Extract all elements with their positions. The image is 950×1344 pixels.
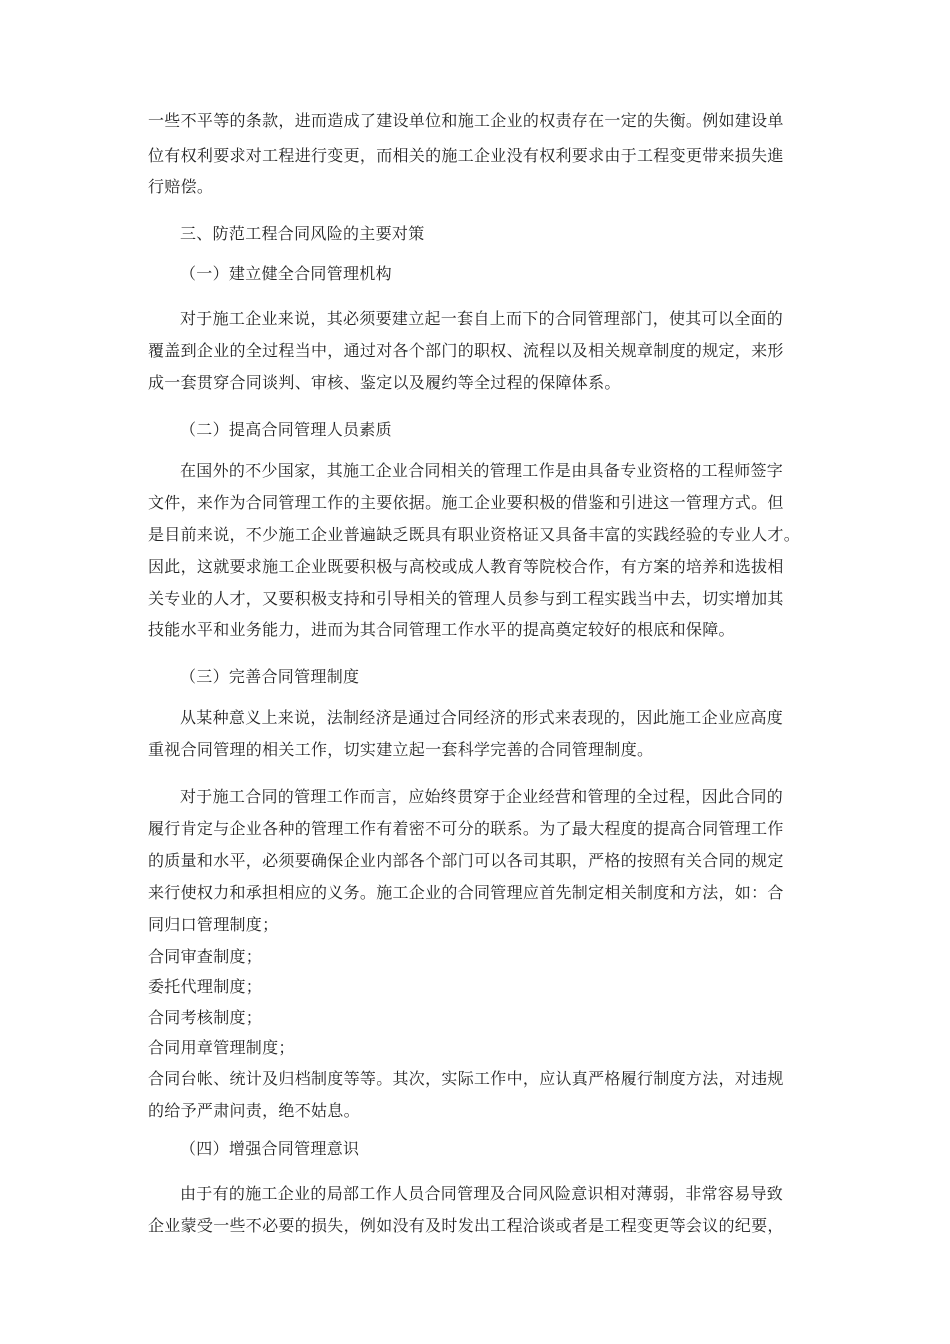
text-line: 企业蒙受一些不必要的损失，例如没有及时发出工程洽谈或者是工程变更等会议的纪要，: [148, 1216, 784, 1235]
text-line: 的给予严肃问责，绝不姑息。: [148, 1101, 360, 1120]
text-line: 来行使权力和承担相应的义务。施工企业的合同管理应首先制定相关制度和方法，如：合: [148, 883, 784, 902]
text-line: 是目前来说，不少施工企业普遍缺乏既具有职业资格证又具备丰富的实践经验的专业人才。: [148, 525, 801, 544]
text-line: 因此，这就要求施工企业既要积极与高校或成人教育等院校合作，有方案的培养和选拔相: [148, 557, 784, 576]
text-line: 对于施工合同的管理工作而言，应始终贯穿于企业经营和管理的全过程，因此合同的: [180, 787, 784, 806]
text-line: 合同用章管理制度；: [148, 1038, 295, 1057]
text-line: 从某种意义上来说，法制经济是通过合同经济的形式来表现的，因此施工企业应高度: [180, 708, 784, 727]
text-line: 在国外的不少国家，其施工企业合同相关的管理工作是由具备专业资格的工程师签字: [180, 461, 784, 480]
text-line: 的质量和水平，必须要确保企业内部各个部门可以各司其职，严格的按照有关合同的规定: [148, 851, 784, 870]
text-line: 由于有的施工企业的局部工作人员合同管理及合同风险意识相对薄弱，非常容易导致: [180, 1184, 784, 1203]
text-line: 合同考核制度；: [148, 1008, 263, 1027]
text-line: 同归口管理制度；: [148, 915, 279, 934]
text-line: 一些不平等的条款，进而造成了建设单位和施工企业的权责存在一定的失衡。例如建设单: [148, 111, 784, 130]
text-line: 成一套贯穿合同谈判、审核、鉴定以及履约等全过程的保障体系。: [148, 373, 621, 392]
text-line: 重视合同管理的相关工作，切实建立起一套科学完善的合同管理制度。: [148, 740, 654, 759]
text-line: 关专业的人才，又要积极支持和引导相关的管理人员参与到工程实践当中去，切实增加其: [148, 589, 784, 608]
subsection-heading: （三）完善合同管理制度: [180, 667, 360, 686]
text-line: 履行肯定与企业各种的管理工作有着密不可分的联系。为了最大程度的提高合同管理工作: [148, 819, 784, 838]
subsection-heading: （四）增强合同管理意识: [180, 1139, 360, 1158]
text-line: 覆盖到企业的全过程当中，通过对各个部门的职权、流程以及相关规章制度的规定，来形: [148, 341, 784, 360]
text-line: 委托代理制度；: [148, 977, 263, 996]
subsection-heading: （一）建立健全合同管理机构: [180, 264, 392, 283]
section-heading: 三、防范工程合同风险的主要对策: [180, 224, 425, 243]
subsection-heading: （二）提高合同管理人员素质: [180, 420, 392, 439]
text-line: 合同台帐、统计及归档制度等等。其次，实际工作中，应认真严格履行制度方法，对违规: [148, 1069, 784, 1088]
text-line: 对于施工企业来说，其必须要建立起一套自上而下的合同管理部门，使其可以全面的: [180, 309, 784, 328]
text-line: 行赔偿。: [148, 177, 214, 196]
text-line: 位有权利要求对工程进行变更，而相关的施工企业没有权利要求由于工程变更带来损失進: [148, 146, 784, 165]
text-line: 文件，来作为合同管理工作的主要依据。施工企业要积极的借鉴和引进这一管理方式。但: [148, 493, 784, 512]
text-line: 合同审查制度；: [148, 947, 263, 966]
text-line: 技能水平和业务能力，进而为其合同管理工作水平的提高奠定较好的根底和保障。: [148, 620, 735, 639]
